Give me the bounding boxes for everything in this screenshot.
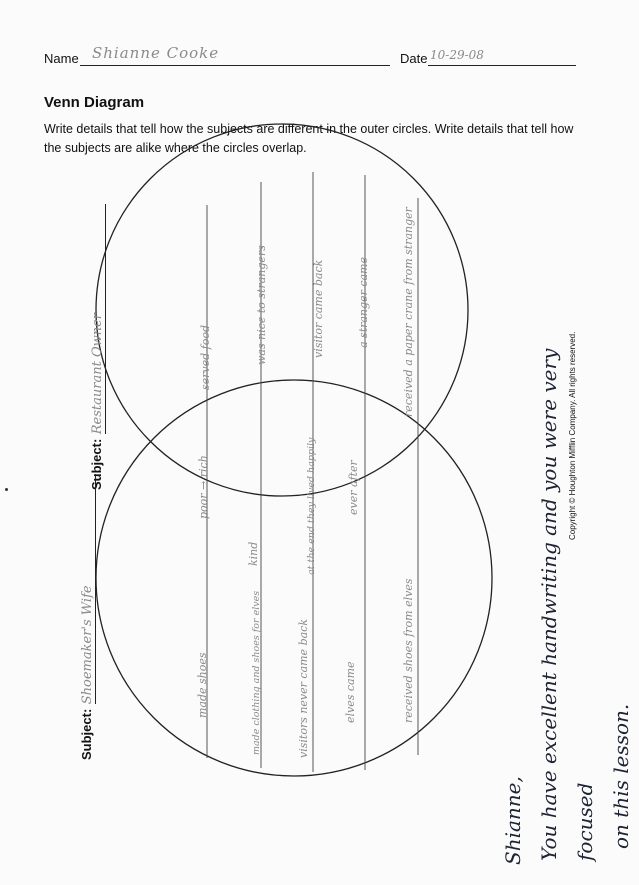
stray-mark	[5, 488, 8, 491]
date-value[interactable]: 10-29-08	[430, 48, 484, 62]
right-subject-value[interactable]: Restaurant Owner	[90, 204, 106, 434]
overlap-entry[interactable]: kind	[247, 541, 260, 566]
left-entry[interactable]: elves came	[344, 661, 357, 723]
right-entry[interactable]: received a paper crane from stranger	[402, 207, 415, 417]
right-entry[interactable]: served food	[199, 324, 212, 390]
left-entry[interactable]: made shoes	[196, 652, 209, 718]
right-entry[interactable]: a stranger came	[357, 257, 370, 348]
left-subject-circle	[96, 380, 492, 776]
name-label: Name	[44, 51, 79, 66]
right-subject-label: Subject:	[89, 438, 104, 490]
page-title: Venn Diagram	[44, 94, 145, 111]
teacher-note-greeting: Shianne,	[501, 776, 525, 865]
right-subject-row	[88, 190, 108, 490]
copyright-notice: Copyright © Houghton Mifflin Company. All rights reserved.	[568, 331, 577, 540]
teacher-note	[495, 265, 633, 885]
left-subject-label: Subject:	[79, 708, 94, 760]
left-entry[interactable]: made clothing and shoes for elves	[251, 590, 262, 755]
left-subject-value[interactable]: Shoemaker's Wife	[80, 474, 96, 704]
left-subject-row	[78, 460, 98, 760]
overlap-entry[interactable]: at the end they lived happily	[306, 437, 317, 575]
teacher-note-closing: on this lesson.	[609, 703, 633, 849]
overlap-entry[interactable]: ever after	[347, 460, 360, 515]
student-name[interactable]: Shianne Cooke	[92, 44, 220, 62]
left-entry[interactable]: received shoes from elves	[402, 578, 415, 723]
teacher-note-body: You have excellent handwriting and you were very focused	[537, 348, 597, 861]
right-entry[interactable]: was nice to strangers	[255, 245, 268, 365]
instructions: Write details that tell how the subjects are different in the outer circles. Write details that tell how the subjects are alike where the circles overlap.	[44, 122, 574, 155]
overlap-entry[interactable]: poor → rich	[197, 455, 210, 519]
date-label: Date	[400, 51, 428, 66]
right-entry[interactable]: visitor came back	[312, 259, 325, 358]
left-entry[interactable]: visitors never came back	[297, 619, 310, 758]
